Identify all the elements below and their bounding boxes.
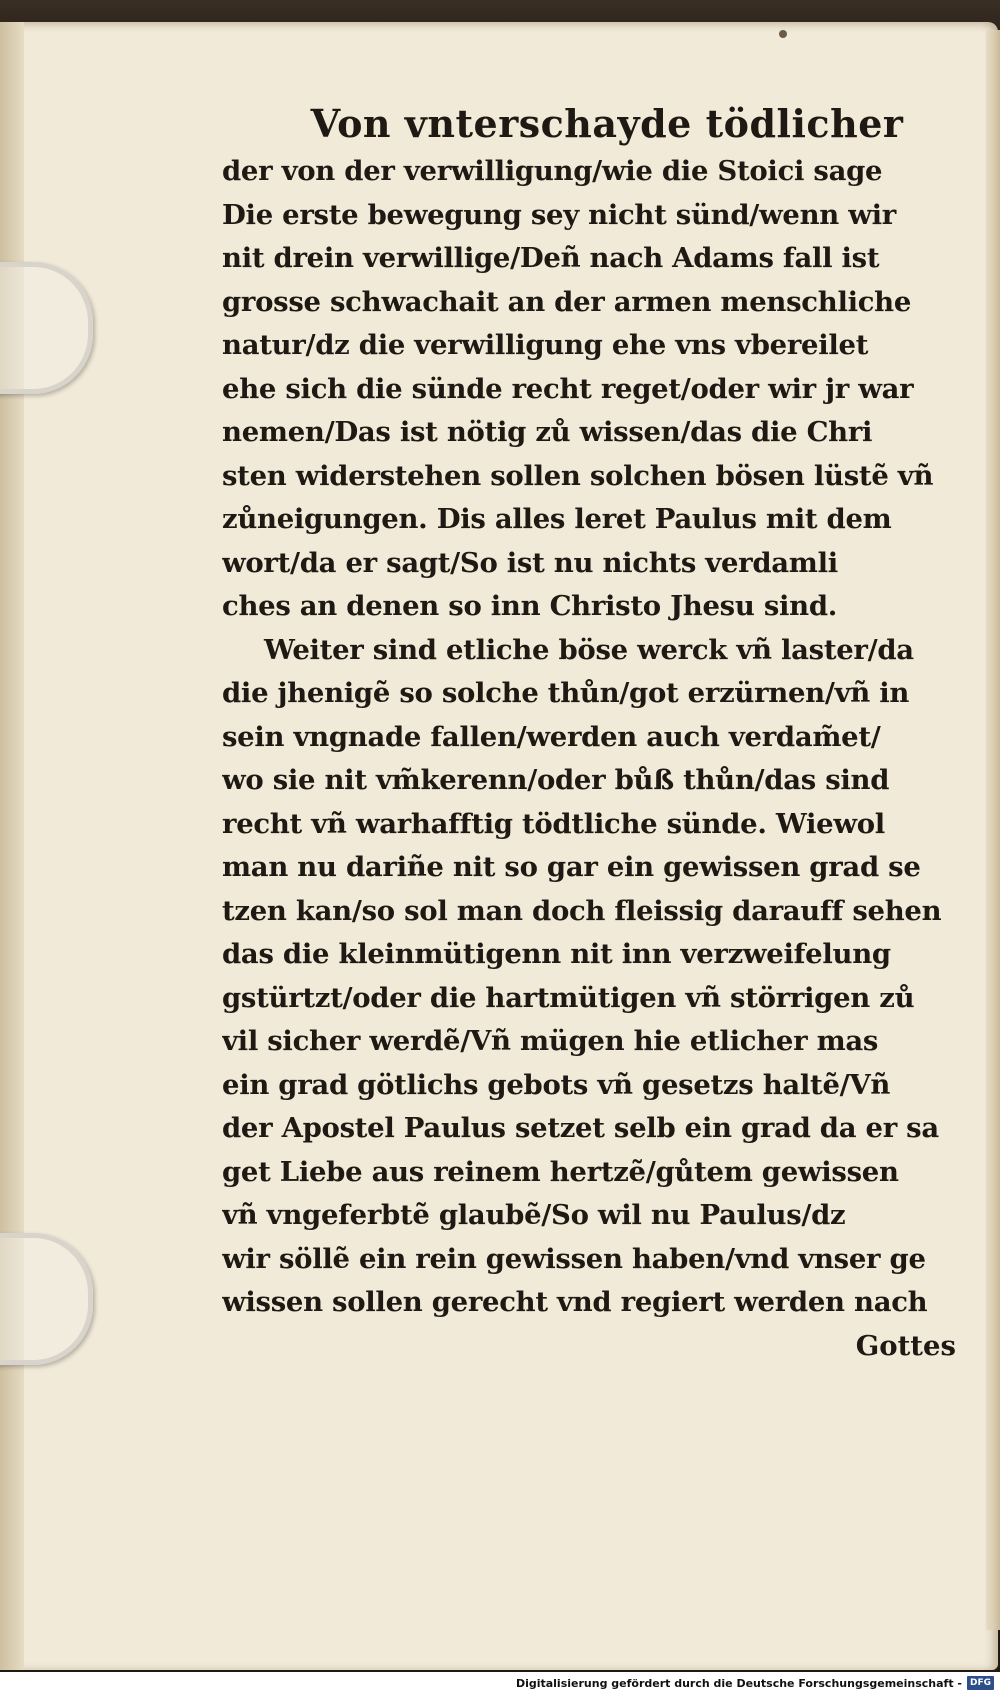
text-line: wissen sollen gerecht vnd regiert werden nach <box>222 1286 928 1318</box>
text-line: recht vñ warhafftig tödtliche sünde. Wiewol <box>222 807 885 840</box>
catchword: Gottes <box>855 1329 956 1362</box>
ink-spot <box>779 30 787 38</box>
text-line: der Apostel Paulus setzet selb ein grad da er sa <box>222 1112 939 1144</box>
text-line: der von der verwilligung/wie die Stoici sage <box>222 155 883 187</box>
text-line: grosse schwachait an der armen menschliche <box>222 285 912 318</box>
text-line: nemen/Das ist nötig zů wissen/das die Chri <box>222 416 873 448</box>
text-line: Die erste bewegung sey nicht sünd/wenn wir <box>222 198 896 231</box>
running-heading: Von vnterschayde tödlicher <box>310 101 904 146</box>
text-line: die jhenigẽ so solche thůn/got erzürnen/vñ in <box>222 677 910 709</box>
dfg-logo-icon: DFG <box>967 1676 994 1690</box>
text-line: gstürtzt/oder die hartmütigen vñ störrigen zů <box>222 981 915 1014</box>
text-line: ches an denen so inn Christo Jhesu sind. <box>222 590 838 622</box>
text-line: tzen kan/so sol man doch fleissig darauff sehen <box>222 894 942 927</box>
text-line: wo sie nit vm̃kerenn/oder bůß thůn/das sind <box>222 764 890 796</box>
text-line: wir söllẽ ein rein gewissen haben/vnd vnser ge <box>222 1242 926 1275</box>
text-line: ehe sich die sünde recht reget/oder wir jr war <box>222 372 914 405</box>
funding-credit: Digitalisierung gefördert durch die Deutsche Forschungsgemeinschaft - <box>515 1677 962 1690</box>
text-line: nit drein verwillige/Deñ nach Adams fall ist <box>222 242 880 274</box>
text-line: ein grad götlichs gebots vñ gesetzs haltẽ/Vñ <box>222 1068 891 1101</box>
text-line: sein vngnade fallen/werden auch verdam̃et/ <box>222 720 881 753</box>
text-line: sten widerstehen sollen solchen bösen lüstẽ vñ <box>222 459 934 492</box>
text-line: vñ vngeferbtẽ glaubẽ/So wil nu Paulus/dz <box>222 1199 846 1231</box>
text-line: das die kleinmütigenn nit inn verzweifelung <box>222 938 891 970</box>
paragraph-start-line: Weiter sind etliche böse werck vñ laster/da <box>264 633 914 666</box>
text-line: natur/dz die verwilligung ehe vns vbereilet <box>222 329 869 361</box>
page-text <box>222 98 962 1368</box>
page-edge <box>986 30 1000 1630</box>
text-line: vil sicher werdẽ/Vñ mügen hie etlicher mas <box>222 1025 879 1057</box>
text-line: wort/da er sagt/So ist nu nichts verdamli <box>222 546 838 579</box>
text-line: man nu dariñe nit so gar ein gewissen grad se <box>222 851 921 883</box>
text-line: get Liebe aus reinem hertzẽ/gůtem gewissen <box>222 1155 899 1188</box>
digitization-footer <box>0 1672 1000 1695</box>
text-line: zůneigungen. Dis alles leret Paulus mit dem <box>222 503 892 535</box>
